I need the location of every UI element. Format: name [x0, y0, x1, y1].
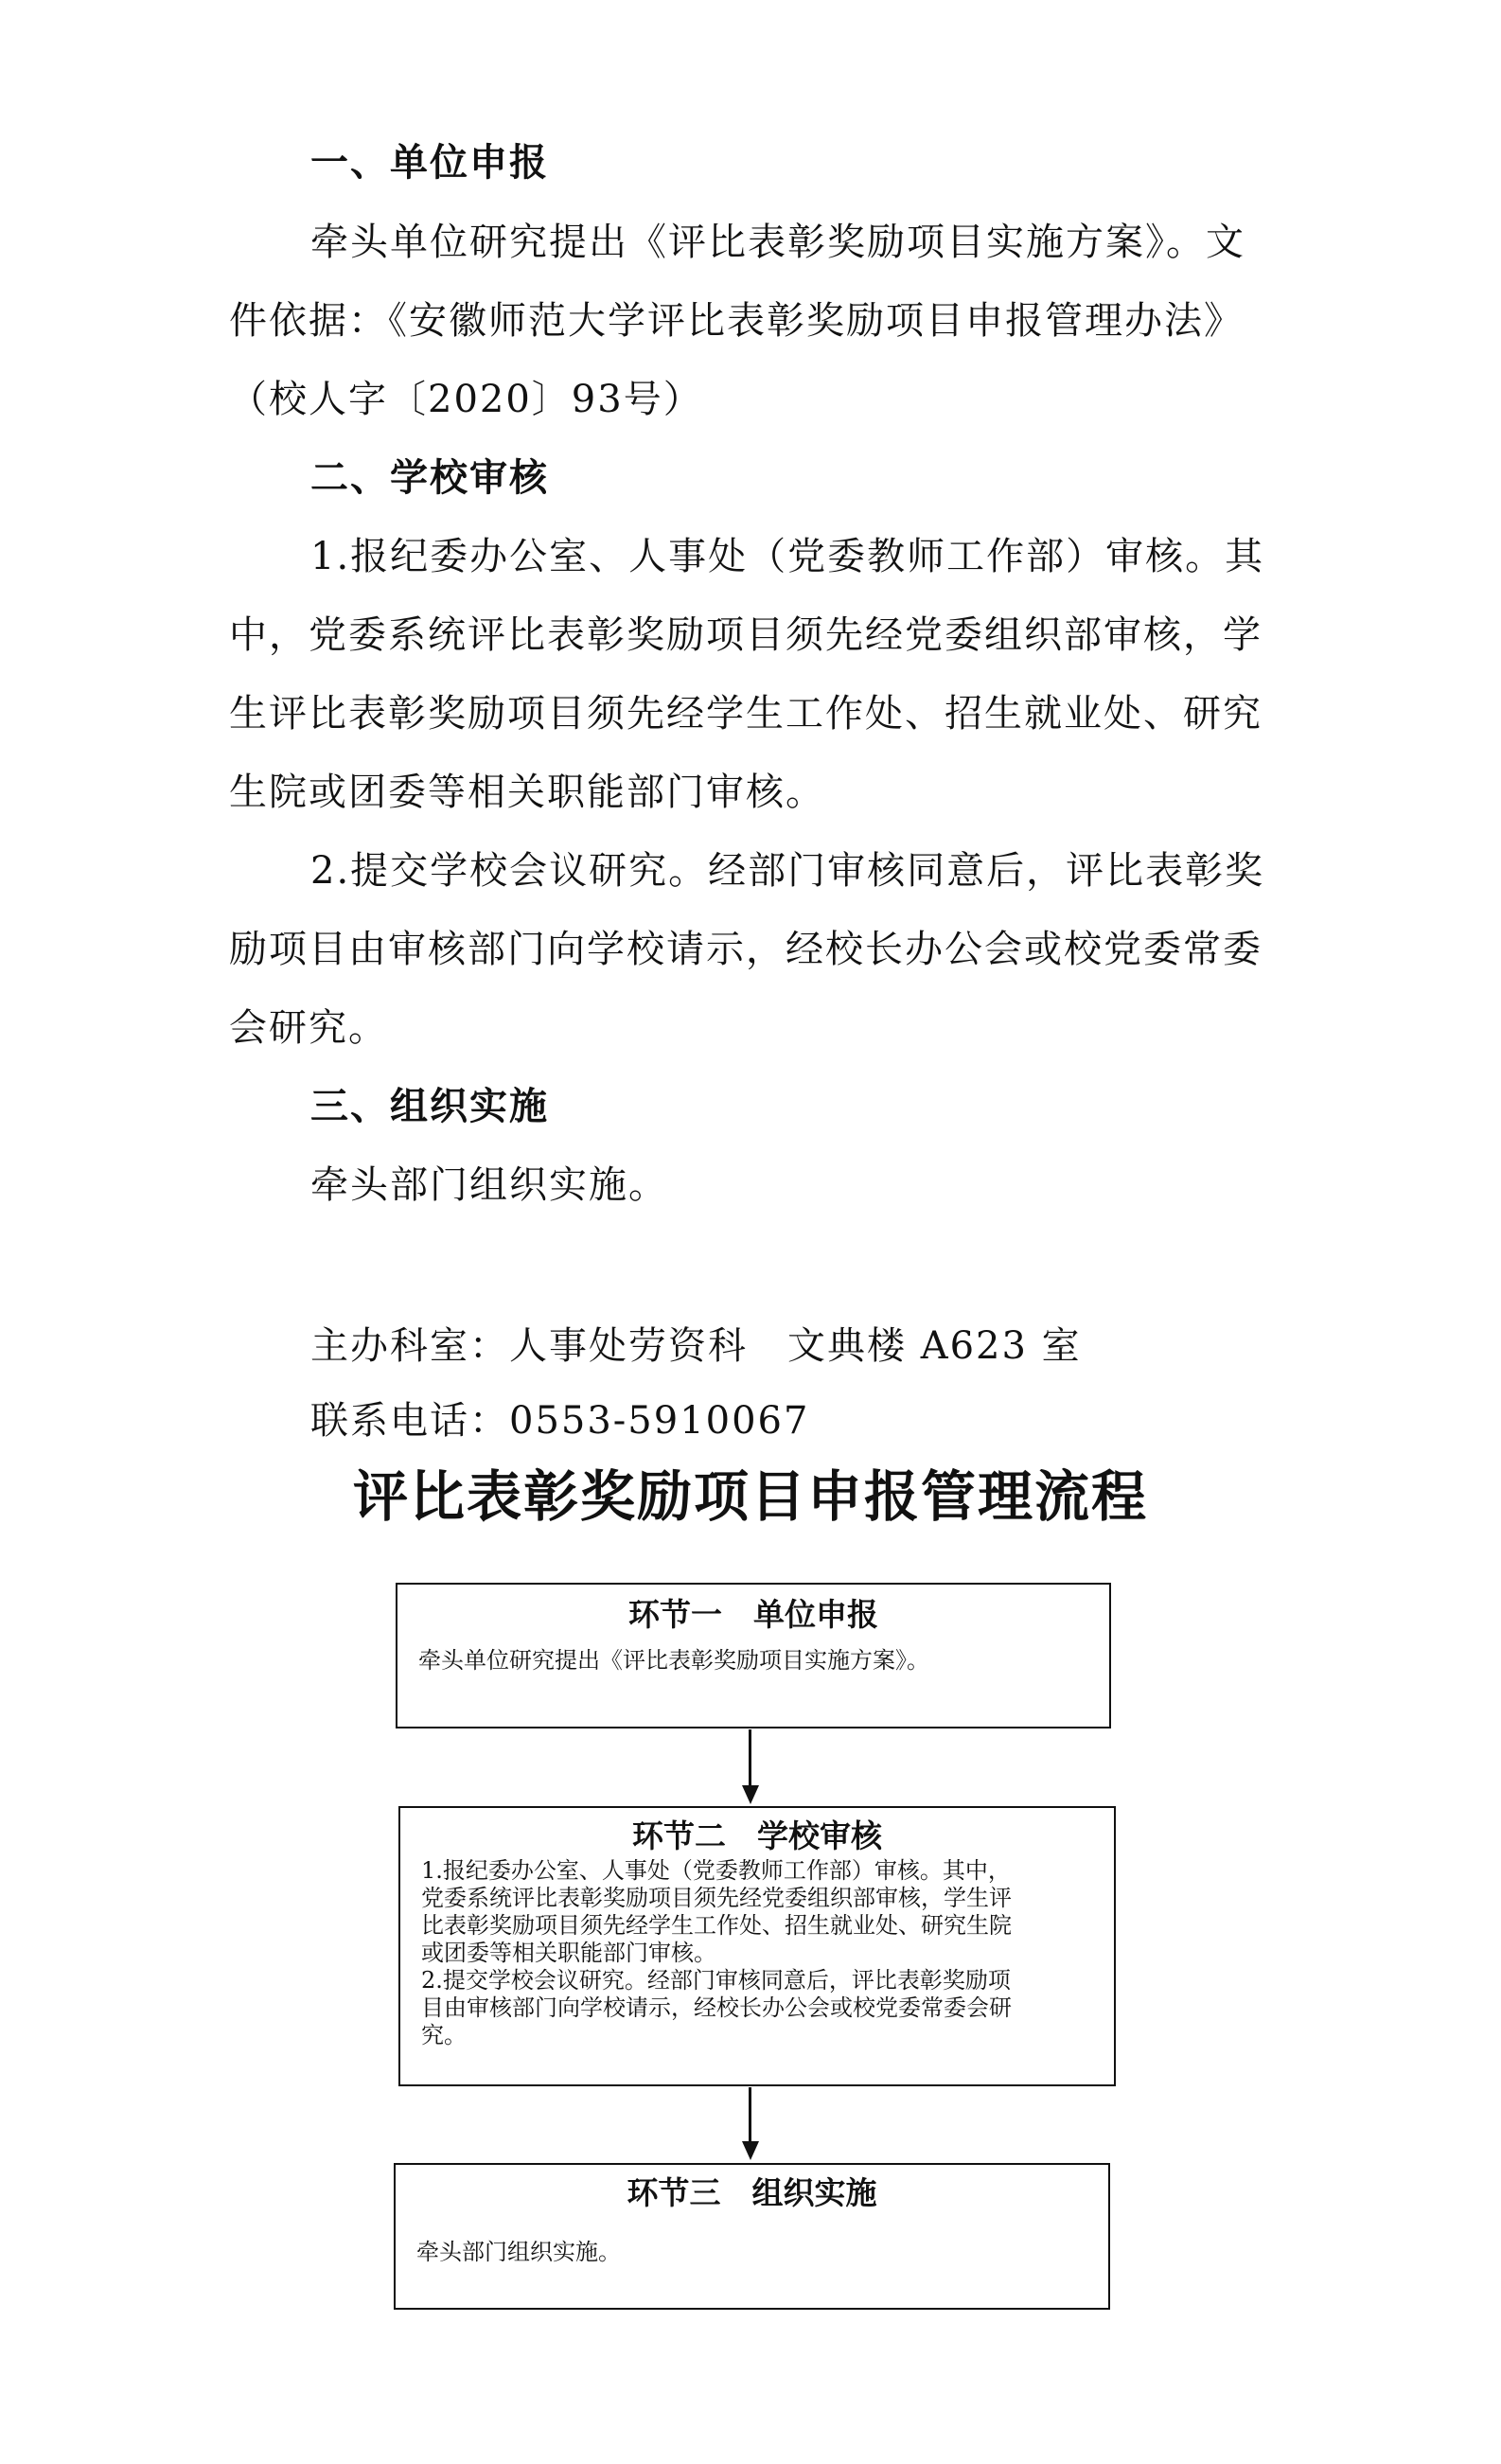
flow-step-2-line-5: 2.提交学校会议研究。经部门审核同意后，评比表彰奖励项 [421, 1967, 1011, 1994]
flow-step-2-box [398, 1806, 1116, 2086]
flow-step-2-title: 环节二 学校审核 [632, 1817, 882, 1854]
flow-step-2-line-2: 党委系统评比表彰奖励项目须先经党委组织部审核，学生评 [421, 1885, 1012, 1911]
flow-step-3-box [394, 2163, 1110, 2310]
flow-step-2-line-3: 比表彰奖励项目须先经学生工作处、招生就业处、研究生院 [421, 1912, 1012, 1939]
flow-step-1-title: 环节一 单位申报 [628, 1596, 878, 1633]
flow-step-3-title: 环节三 组织实施 [627, 2174, 877, 2211]
flow-step-1-text [418, 1647, 1092, 1675]
flowchart-title: 评比表彰奖励项目申报管理流程 [352, 1464, 1148, 1529]
section-2-item-1-line-2: 中，党委系统评比表彰奖励项目须先经党委组织部审核，学 [229, 613, 1263, 657]
section-2-heading: 二、学校审核 [310, 456, 549, 500]
office-info: 主办科室：人事处劳资科 文典楼 A623 室 [310, 1324, 1082, 1368]
flow-step-2-line-4: 或团委等相关职能部门审核。 [421, 1940, 716, 1966]
flow-step-1-line-1: 牵头单位研究提出《评比表彰奖励项目实施方案》。 [418, 1647, 929, 1674]
section-2-item-2-line-2: 励项目由审核部门向学校请示，经校长办公会或校党委常委 [229, 928, 1263, 971]
flow-step-2-line-7: 究。 [421, 2022, 467, 2048]
section-2-item-2-line-3: 会研究。 [229, 1006, 388, 1050]
section-3-heading: 三、组织实施 [310, 1085, 549, 1128]
flow-arrow-1-line [749, 1729, 751, 1788]
section-2-item-2-line-1: 2.提交学校会议研究。经部门审核同意后，评比表彰奖 [310, 849, 1265, 893]
section-2-item-1-line-4: 生院或团委等相关职能部门审核。 [229, 771, 825, 814]
flow-arrow-2-head [742, 2141, 759, 2160]
flow-step-2-text [421, 1857, 1097, 2049]
flow-step-3-line-1: 牵头部门组织实施。 [416, 2239, 621, 2265]
flow-step-2-line-1: 1.报纪委办公室、人事处（党委教师工作部）审核。其中， [421, 1857, 1011, 1884]
flow-arrow-1-head [742, 1785, 759, 1804]
section-2-item-1-line-1: 1.报纪委办公室、人事处（党委教师工作部）审核。其 [310, 535, 1265, 578]
flow-step-2-line-6: 目由审核部门向学校请示，经校长办公会或校党委常委会研 [421, 1994, 1012, 2021]
section-1-line-3: （校人字〔2020〕93号） [229, 378, 703, 421]
section-3-line-1: 牵头部门组织实施。 [310, 1163, 668, 1207]
flow-step-3-text [416, 2239, 1091, 2266]
section-1-line-1: 牵头单位研究提出《评比表彰奖励项目实施方案》。文 [310, 221, 1245, 264]
flow-step-1-box [396, 1583, 1111, 1728]
contact-phone: 联系电话：0553-5910067 [310, 1399, 810, 1443]
section-1-heading: 一、单位申报 [310, 141, 549, 185]
section-2-item-1-line-3: 生评比表彰奖励项目须先经学生工作处、招生就业处、研究 [229, 692, 1263, 736]
flow-arrow-2-line [749, 2087, 751, 2144]
section-1-line-2: 件依据：《安徽师范大学评比表彰奖励项目申报管理办法》 [229, 299, 1244, 343]
